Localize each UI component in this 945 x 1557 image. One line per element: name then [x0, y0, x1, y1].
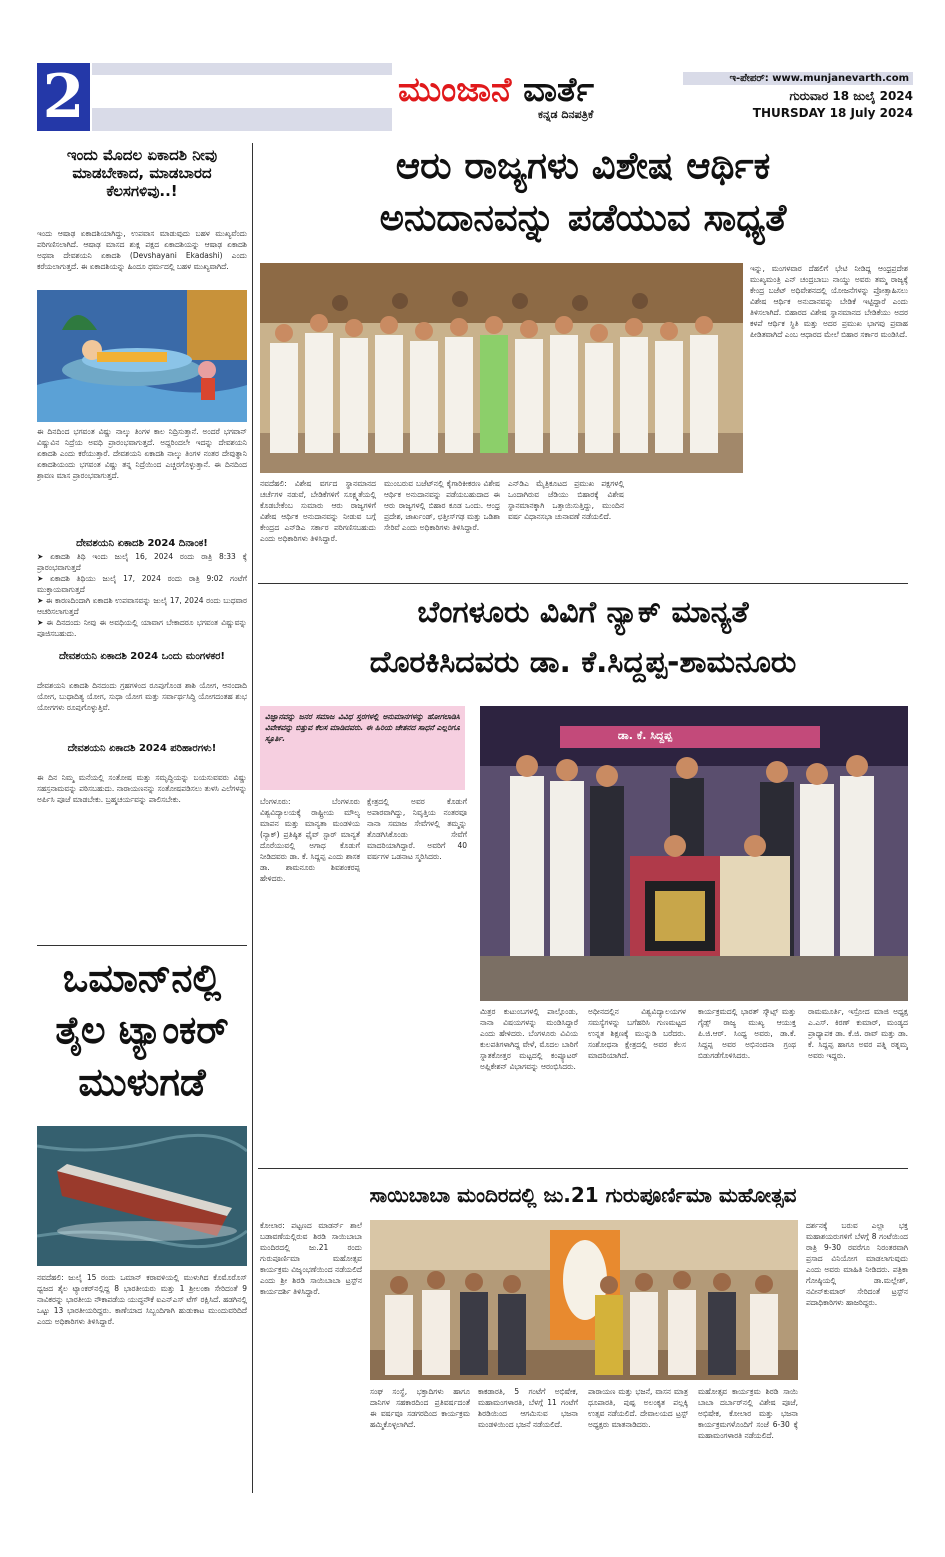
ekadashi-intro: ಇಂದು ಆಷಾಢ ಏಕಾದಶಿಯಾಗಿದ್ದು, ಉಪವಾಸ ಮಾಡುವುದು ಬಹಳ ಮುಖ್ಯವೆಂದು ಪರಿಗಣಿಸಲಾಗಿದೆ. ಆಷಾಢ ಮಾಸದ ಶುಕ್ಲ ಪಕ್ಷದ ಏಕಾದಶಿಯನ್ನು ಆಷಾಢ ಏಕಾದಶಿ ಅಥವಾ ದೇವಶಯನಿ ಏಕಾದಶಿ (Devshayani Ekadashi) ಎಂದು ಕರೆಯಲಾಗುತ್ತದೆ. ಈ ಏಕಾದಶಿಯನ್ನು ಹಿಂದೂ ಧರ್ಮದಲ್ಲಿ ಬಹಳ ಮುಖ್ಯವಾಗಿದೆ.: [37, 229, 247, 271]
lead-headline: [258, 140, 908, 244]
capsized-ship-icon: [37, 1126, 247, 1266]
group-photo-icon: [260, 263, 743, 473]
lead-col3b: [632, 478, 742, 578]
lead-col2: ಮುಂಬರುವ ಬಜೆಟ್‌ನಲ್ಲಿ ಕೈಗಾರಿಕೀಕರಣ ವಿಶೇಷ ಆರ್ಥಿಕ ಅನುದಾನವನ್ನು ಪಡೆಯಬಹುದಾದ ಈ ಆರು ರಾಜ್ಯಗಳಲ್ಲಿ ಬಿಹಾರ ಕೂಡ ಒಂದು. ಆಂಧ್ರ ಪ್ರದೇಶ, ಜಾರ್ಖಂಡ್, ಛತ್ತೀಸ್‌ಗಢ ಮತ್ತು ಒಡಿಶಾ ಸೇರಿವೆ ಎಂದು ಅಧಿಕಾರಿಗಳು ತಿಳಿಸಿದ್ದಾರೆ.: [384, 479, 500, 532]
award-ceremony-icon: [480, 706, 908, 1001]
nac-col6: ರಾಮಮೂರ್ತಿ, ಇಸ್ರೋದ ಮಾಜಿ ಅಧ್ಯಕ್ಷ ಎ.ಎಸ್. ಕಿರಣ್ ಕುಮಾರ್, ಮಂಡ್ಯದ ಪ್ರಾಧ್ಯಾಪಕ ಡಾ. ಕೆ.ಜಿ. ರಾವ್ ಮತ್ತು ಡಾ. ಕೆ. ಸಿದ್ದಪ್ಪ ಹಾಗೂ ಅವರ ಪತ್ನಿ ರತ್ನಮ್ಮ ಅವರು ಇದ್ದರು.: [808, 1007, 908, 1060]
nac-headline-line2: ದೊರಕಿಸಿದವರು ಡಾ. ಕೆ.ಸಿದ್ದಪ್ಪ-ಶಾಮನೂರು: [369, 645, 797, 680]
lead-col4: ಇನ್ನು, ಮಂಗಳವಾರ ದೆಹಲಿಗೆ ಭೇಟಿ ನೀಡಿದ್ದ ಆಂಧ್ರಪ್ರದೇಶ ಮುಖ್ಯಮಂತ್ರಿ ಎನ್ ಚಂದ್ರಬಾಬು ನಾಯ್ಡು ಅವರು ತಮ್ಮ ರಾಜ್ಯಕ್ಕೆ ಕೇಂದ್ರ ಬಜೆಟ್ ಅಧಿವೇಶನದಲ್ಲಿ ಯೋಜನೆಗಳನ್ನು ಪ್ರೋತ್ಸಾಹಿಸಲು ವಿಶೇಷ ಆರ್ಥಿಕ ಅನುದಾನವನ್ನು ಬೇಡಿಕೆ ಇಟ್ಟಿದ್ದಾರೆ ಎಂದು ತಿಳಿಸಲಾಗಿದೆ. ಬಿಹಾರದ ವಿಶೇಷ ಸ್ಥಾನಮಾನದ ಬೇಡಿಕೆಯು ಅದರ ಕಳಪೆ ಆರ್ಥಿಕ ಸ್ಥಿತಿ ಮತ್ತು ಅದರ ಪ್ರಮುಖ ಭಾಗವು ಪ್ರವಾಹ ಪೀಡಿತವಾಗಿದೆ ಎಂಬ ಆಧಾರದ ಮೇಲೆ ಬಿಹಾರ ಸರ್ಕಾರ ಮಂಡಿಸಿದೆ.: [750, 264, 908, 339]
ekadashi-bullet-list: [37, 551, 247, 639]
sai-temple-photo: [370, 1220, 798, 1380]
bullet-text: ಏಕಾದಶಿ ತಿಥಿ ಇಂದು ಜುಲೈ 16, 2024 ರಂದು ರಾತ್ರಿ 8:33 ಕ್ಕೆ ಪ್ರಾರಂಭವಾಗುತ್ತದೆ: [37, 552, 247, 572]
sai-col5: ಮಹೋತ್ಸವ ಕಾರ್ಯಕ್ರಮ ಶಿರಡಿ ಸಾಯಿ ಬಾಬಾ ದರ್ಬಾರ್‌ನಲ್ಲಿ ವಿಶೇಷ ಪೂಜೆ, ಅಭಿಷೇಕ, ಕೋಲಾರ ಮತ್ತು ಭಜನಾ ಕಾರ್ಯಕ್ರಮಗಳೊಂದಿಗೆ ಸಂಜೆ 6-30 ಕ್ಕೆ ಮಹಾಮಂಗಳಾರತಿ ನಡೆಯಲಿದೆ.: [698, 1387, 798, 1440]
lead-headline-line1: ಆರು ರಾಜ್ಯಗಳು ವಿಶೇಷ ಆರ್ಥಿಕ: [395, 144, 771, 187]
bullet-item: ➤ ಈ ಕಾರಣದಿಂದಾಗಿ ಏಕಾದಶಿ ಉಪವಾಸವನ್ನು ಜುಲೈ 17, 2024 ರಂದು ಬುಧವಾರ ಆಚರಿಸಲಾಗುತ್ತದೆ: [37, 596, 247, 616]
nac-col5: ಕಾರ್ಯಕ್ರಮದಲ್ಲಿ ಭಾರತ್ ಸ್ಕೌಟ್ಸ್ ಮತ್ತು ಗೈಡ್ಸ್ ರಾಜ್ಯ ಮುಖ್ಯ ಆಯುಕ್ತ ಪಿ.ಜಿ.ಆರ್. ಸಿಂಧ್ಯ ಅವರು, ಡಾ.ಕೆ. ಸಿದ್ದಪ್ಪ ಅವರ ಅಭಿನಂದನಾ ಗ್ರಂಥ ಬಿಡುಗಡೆಗೊಳಿಸಿದರು.: [698, 1007, 796, 1060]
date-heading: ದೇವಶಯನಿ ಏಕಾದಶಿ 2024 ದಿನಾಂಕ!: [76, 538, 208, 549]
newspaper-logo: [398, 68, 668, 112]
nac-col3: ಮಿತ್ರರ ಕುಟುಂಬಗಳಲ್ಲಿ ಪಾಲ್ಗೊಂಡು, ನಾನಾ ವಿಷಯಗಳನ್ನು ಮಂಡಿಸಿದ್ದಾರೆ ಎಂದು ಹೇಳಿದರು. ಬೆಂಗಳೂರು ವಿವಿಯ ಕುಲಪತಿಗಳಾಗಿದ್ದ ವೇಳೆ, ಮೊದಲ ಬಾರಿಗೆ ಸ್ನಾತಕೋತ್ತರ ಮಟ್ಟದಲ್ಲಿ ಕಂಪ್ಯೂಟರ್ ಅಪ್ಲಿಕೇಶನ್ ವಿಭಾಗವನ್ನು ಆರಂಭಿಸಿದರು.: [480, 1007, 578, 1071]
photo-banner: ಡಾ. ಕೆ. ಸಿದ್ದಪ್ಪ: [585, 727, 705, 745]
masthead-bar-top: [92, 63, 392, 75]
bullet-item: ➤ ಏಕಾದಶಿ ತಿಥಿಯು ಜುಲೈ 17, 2024 ರಂದು ರಾತ್ರಿ 9:02 ಗಂಟೆಗೆ ಮುಕ್ತಾಯವಾಗುತ್ತದೆ: [37, 574, 247, 594]
sai-col3: ಕಾಕಡಾರತಿ, 5 ಗಂಟೆಗೆ ಅಭಿಷೇಕ, ಮಹಾಮಂಗಳಾರತಿ, ಬೆಳಗ್ಗೆ 11 ಗಂಟೆಗೆ ಶಿರಡಿಯಿಂದ ಆಗಮಿಸುವ ಭಜನಾ ಮಂಡಳಿಯಿಂದ ಭಜನೆ ನಡೆಯಲಿದೆ.: [478, 1387, 578, 1429]
section-divider: [258, 583, 908, 584]
sai-col6: ದರ್ಶನಕ್ಕೆ ಬರುವ ಎಲ್ಲಾ ಭಕ್ತ ಮಹಾಶಯರುಗಳಿಗೆ ಬೆಳಗ್ಗೆ 8 ಗಂಟೆಯಿಂದ ರಾತ್ರಿ 9-30 ರವರೆಗೂ ನಿರಂತರವಾಗಿ ಪ್ರಸಾದ ವಿನಿಯೋಗ ಮಾಡಲಾಗುವುದು ಎಂದು ಅವರು ಮಾಹಿತಿ ನೀಡಿದರು. ಪತ್ರಿಕಾ ಗೋಷ್ಠಿಯಲ್ಲಿ ಡಾ.ಮಲ್ಲೇಶ್, ನವೀನ್‌ಕುಮಾರ್ ಸೇರಿದಂತೆ ಟ್ರಸ್ಟ್‌ನ ಪದಾಧಿಕಾರಿಗಳು ಹಾಜರಿದ್ದರು.: [806, 1221, 908, 1307]
auspicious-body: ದೇವಶಯನಿ ಏಕಾದಶಿ ದಿನದಂದು ಗ್ರಹಗಳಿಂದ ರೂಪುಗೊಂಡ ಶಾಶಿ ಯೋಗ, ಆನಂದಾದಿ ಯೋಗ, ಬುಧಾದಿತ್ಯ ಯೋಗ, ಸುಧಾ ಯೋಗ ಮತ್ತು ಸರ್ವಾರ್ಥಸಿದ್ಧಿ ಯೋಗದಂತಹ ಶುಭ ಯೋಗಗಳು ರೂಪುಗೊಳ್ಳುತ್ತಿವೆ.: [37, 681, 247, 712]
oman-body: ನವದೆಹಲಿ: ಜುಲೈ 15 ರಂದು ಒಮಾನ್ ಕರಾವಳಿಯಲ್ಲಿ ಮುಳುಗಿದ ಕೊಮೊರೊಸ್ ಧ್ವಜದ ತೈಲ ಟ್ಯಾಂಕರ್‌ನಲ್ಲಿದ್ದ 8 ಭಾರತೀಯರು ಮತ್ತು 1 ಶ್ರೀಲಂಕಾ ಸೇರಿದಂತೆ 9 ನಾವಿಕರನ್ನು ಭಾರತೀಯ ನೌಕಾಪಡೆಯ ಯುದ್ಧನೌಕೆ ಐಎನ್‌ಎಸ್ ಟೆಗ್ ರಕ್ಷಿಸಿದೆ. ಹಡಗಿನಲ್ಲಿ ಒಟ್ಟು 13 ಭಾರತೀಯರಿದ್ದರು. ಕಾಣೆಯಾದ ಸಿಬ್ಬಂದಿಗಾಗಿ ಹುಡುಕಾಟ ಮುಂದುವರಿದಿದೆ ಎಂದು ಅಧಿಕಾರಿಗಳು ತಿಳಿಸಿದ್ದಾರೆ.: [37, 1273, 247, 1326]
auspicious-heading: ದೇವಶಯನಿ ಏಕಾದಶಿ 2024 ಒಂದು ಮಂಗಳಕರ!: [58, 651, 225, 662]
lead-col3: ಎನ್‌ಡಿಎ ಮೈತ್ರಿಕೂಟದ ಪ್ರಮುಖ ಪಕ್ಷಗಳಲ್ಲಿ ಒಂದಾಗಿರುವ ಜೆಡಿಯು ಬಿಹಾರಕ್ಕೆ ವಿಶೇಷ ಸ್ಥಾನಮಾನಕ್ಕಾಗಿ ಒತ್ತಾಯಿಸುತ್ತಿದ್ದು, ಮುಂದಿನ ವರ್ಷ ವಿಧಾನಸಭಾ ಚುನಾವಣೆ ನಡೆಯಲಿದೆ.: [508, 479, 624, 521]
remedy-body: ಈ ದಿನ ನಿಮ್ಮ ಮನೆಯಲ್ಲಿ ಸಂತೋಷ ಮತ್ತು ಸಮೃದ್ಧಿಯನ್ನು ಬಯಸುವವರು ವಿಷ್ಣು ಸಹಸ್ರನಾಮವನ್ನು ಪಠಿಸಬಹುದು. ನಾರಾಯಣನನ್ನು ಸಂತೋಷಪಡಿಸಲು ತುಳಸಿ ಎಲೆಗಳನ್ನು ಅರ್ಪಿಸಿ ಪೂಜೆ ಮಾಡಬೇಕು. ಬ್ರಹ್ಮಚರ್ಯವನ್ನು ಪಾಲಿಸಬೇಕು.: [37, 773, 247, 804]
nac-col4: ಅಧೀನದಲ್ಲಿನ ವಿಶ್ವವಿದ್ಯಾಲಯಗಳ ಸಮಸ್ಯೆಗಳನ್ನು ಬಗೆಹರಿಸಿ ಗುಣಮಟ್ಟದ ಉನ್ನತ ಶಿಕ್ಷಣಕ್ಕೆ ಮುನ್ನುಡಿ ಬರೆದರು. ಸಂಶೋಧನಾ ಕ್ಷೇತ್ರದಲ್ಲಿ ಅವರ ಕೆಲಸ ಮಾದರಿಯಾಗಿದೆ.: [588, 1007, 686, 1060]
ekadashi-headline: ಇಂದು ಮೊದಲ ಏಕಾದಶಿ ನೀವು ಮಾಡಬೇಕಾದ, ಮಾಡಬಾರದ ಕೆಲಸಗಳಿವು..!: [66, 146, 218, 200]
section-divider: [37, 945, 247, 946]
vishnu-icon: [37, 290, 247, 422]
vishnu-illustration: [37, 290, 247, 422]
ekadashi-body: ಈ ದಿನದಿಂದ ಭಗವಂತ ವಿಷ್ಣು ನಾಲ್ಕು ತಿಂಗಳ ಕಾಲ ನಿದ್ರಿಸುತ್ತಾನೆ. ಅಂದರೆ ಭಗವಾನ್ ವಿಷ್ಣುವಿನ ನಿದ್ರೆಯ ಅವಧಿ ಪ್ರಾರಂಭವಾಗುತ್ತದೆ. ಅದ್ದರಿಂದಲೇ ಇದನ್ನು ದೇವಶಯನಿ ಏಕಾದಶಿ ಎಂದು ಕರೆಯುತ್ತಾರೆ. ದೇವಶಯನಿ ಏಕಾದಶಿ ನಾಲ್ಕು ತಿಂಗಳ ನಂತರ ದೇವುತ್ಥಾನಿ ಏಕಾದಶಿಯಂದು ಭಗವಂತ ವಿಷ್ಣು ತನ್ನ ನಿದ್ರೆಯಿಂದ ಎಚ್ಚರಗೊಳ್ಳುತ್ತಾನೆ. ಈ ದಿನದಿಂದ ಶ್ರಾವಣ ಮಾಸ ಪ್ರಾರಂಭವಾಗುತ್ತದೆ.: [37, 427, 247, 480]
sai-headline: ಸಾಯಿಬಾಬಾ ಮಂದಿರದಲ್ಲಿ ಜು.21 ಗುರುಪೂರ್ಣಿಮಾ ಮಹೋತ್ಸವ: [369, 1183, 797, 1207]
logo-red-word: ಮುಂಜಾನೆ: [398, 70, 512, 110]
bullet-item: ➤ ಈ ದಿನದಂದು ನೀವು ಈ ಅವಧಿಯಲ್ಲಿ ಯಾವಾಗ ಬೇಕಾದರೂ ಭಗವಂತ ವಿಷ್ಣುವನ್ನು ಪೂಜಿಸಬಹುದು.: [37, 618, 247, 638]
sai-col4: ಪಾರಾಯಣ ಮತ್ತು ಭಜನೆ, ವಾಸನ ಮಾತ್ರ ಧೂಪಾರತಿ, ಪುಷ್ಪ ಅಲಂಕೃತ ಪಲ್ಲಕ್ಕಿ ಉತ್ಸವ ನಡೆಯಲಿದೆ. ದೇವಾಲಯದ ಟ್ರಸ್ಟ್ ಅಧ್ಯಕ್ಷರು ಮಾತನಾಡಿದರು.: [588, 1387, 688, 1429]
felicitation-photo: [480, 706, 908, 1001]
nac-pullquote: ವಿಜ್ಞಾನವನ್ನು ಜನರ ಸಮಾಜ ವಿವಿಧ ಸ್ತರಗಳಲ್ಲಿ ಅನುಮಾನಗಳನ್ನು ಹೋಗಲಾಡಿಸಿ ವಿವೇಕವನ್ನು ಬಿತ್ತುವ ಕೆಲಸ ಮಾಡಿದವರು. ಈ ಹಿರಿಯ ಚೇತನದ ಸಾಧನೆ ಎಲ್ಲರಿಗೂ ಸ್ಫೂರ್ತಿ.: [265, 712, 460, 743]
oman-headline: ಒಮಾನ್‌ನಲ್ಲಿ ತೈಲ ಟ್ಯಾಂಕರ್ ಮುಳುಗಡೆ: [55, 956, 229, 1104]
bullet-text: ಏಕಾದಶಿ ತಿಥಿಯು ಜುಲೈ 17, 2024 ರಂದು ರಾತ್ರಿ 9:02 ಗಂಟೆಗೆ ಮುಕ್ತಾಯವಾಗುತ್ತದೆ: [37, 574, 247, 594]
bullet-item: ➤ ಏಕಾದಶಿ ತಿಥಿ ಇಂದು ಜುಲೈ 16, 2024 ರಂದು ರಾತ್ರಿ 8:33 ಕ್ಕೆ ಪ್ರಾರಂಭವಾಗುತ್ತದೆ: [37, 552, 247, 572]
temple-group-icon: [370, 1220, 798, 1380]
page-number: 2: [37, 63, 90, 131]
sai-col1: ಕೋಲಾರ: ಪಟ್ಟಣದ ಮಾಡರ್ನ್ ಶಾಲೆ ಬಡಾವಣೆಯಲ್ಲಿರುವ ಶಿರಡಿ ಸಾಯಿಬಾಬಾ ಮಂದಿರದಲ್ಲಿ ಜು.21 ರಂದು ಗುರುಪೂರ್ಣಿಮಾ ಮಹೋತ್ಸವ ಕಾರ್ಯಕ್ರಮ ವಿಜೃಂಭಣೆಯಿಂದ ನಡೆಯಲಿದೆ ಎಂದು ಶ್ರೀ ಶಿರಡಿ ಸಾಯಿಬಾಬಾ ಟ್ರಸ್ಟ್‌ನ ಕಾರ್ಯದರ್ಶಿ ತಿಳಿಸಿದ್ದಾರೆ.: [260, 1221, 362, 1296]
nac-col2: ಕ್ಷೇತ್ರದಲ್ಲಿ ಅವರ ಕೊಡುಗೆ ಅಪಾರವಾಗಿದ್ದು, ನಿವೃತ್ತಿಯ ನಂತರವೂ ನಾನಾ ಸಮಾಜ ಸೇವೆಗಳಲ್ಲಿ ತಮ್ಮನ್ನು ತೊಡಗಿಸಿಕೊಂಡು ಸೇವೆಗೆ ಮಾದರಿಯಾಗಿದ್ದಾರೆ. ಅವರಿಗೆ 40 ವರ್ಷಗಳ ಒಡನಾಟ ಸ್ಮರಿಸಿದರು.: [367, 797, 467, 861]
nac-headline-line1: ಬೆಂಗಳೂರು ವಿವಿಗೆ ನ್ಯಾಕ್ ಮಾನ್ಯತೆ: [417, 595, 749, 630]
logo-black-word: ವಾರ್ತೆ: [523, 70, 594, 110]
nda-leaders-photo: [260, 263, 743, 473]
nac-col1: ಬೆಂಗಳೂರು: ಬೆಂಗಳೂರು ವಿಶ್ವವಿದ್ಯಾಲಯಕ್ಕೆ ರಾಷ್ಟ್ರೀಯ ಮೌಲ್ಯ ಮಾಪನ ಮತ್ತು ಮಾನ್ಯತಾ ಮಂಡಳಿಯ (ನ್ಯಾಕ್) ಪ್ರತಿಷ್ಠಿತ ಫೈವ್ ಸ್ಟಾರ್ ಮಾನ್ಯತೆ ದೊರೆಯುವಲ್ಲಿ ಅಗಾಧ ಕೊಡುಗೆ ನೀಡಿದವರು ಡಾ. ಕೆ. ಸಿದ್ದಪ್ಪ ಎಂದು ಶಾಸಕ ಡಾ. ಶಾಮನೂರು ಶಿವಶಂಕರಪ್ಪ ಹೇಳಿದರು.: [260, 797, 360, 883]
nac-pullquote-box: [260, 706, 465, 790]
date-english: THURSDAY 18 July 2024: [752, 106, 913, 120]
sai-col2: ಸಂಘ ಸಂಸ್ಥೆ, ಭಕ್ತಾದಿಗಳು ಹಾಗೂ ದಾನಿಗಳ ಸಹಕಾರದಿಂದ ಪ್ರತಿವರ್ಷದಂತೆ ಈ ವರ್ಷವೂ ಸಡಗರದಿಂದ ಕಾರ್ಯಕ್ರಮ ಹಮ್ಮಿಕೊಳ್ಳಲಾಗಿದೆ.: [370, 1387, 470, 1429]
lead-col1: ನವದೆಹಲಿ: ವಿಶೇಷ ವರ್ಗದ ಸ್ಥಾನಮಾನದ ಚರ್ಚೆಗಳ ನಡುವೆ, ಬೇಡಿಕೆಗಳಿಗೆ ಸೂಕ್ಷ್ಮತೆಯಲ್ಲಿ ಕೊಡಬೇಕೆಂಬ ಸುಮಾರು ಆರು ರಾಜ್ಯಗಳಿಗೆ ವಿಶೇಷ ಆರ್ಥಿಕ ಅನುದಾನವನ್ನು ನೀಡುವ ಬಗ್ಗೆ ಕೇಂದ್ರದ ಎನ್‌ಡಿಎ ಸರ್ಕಾರ ಪರಿಗಣಿಸಬಹುದು ಎಂದು ಅಧಿಕಾರಿಗಳು ತಿಳಿಸಿದ್ದಾರೆ.: [260, 479, 376, 543]
column-divider: [252, 143, 253, 1493]
remedy-heading: ದೇವಶಯನಿ ಏಕಾದಶಿ 2024 ಪರಿಹಾರಗಳು!: [67, 743, 217, 754]
masthead-bar-bottom: [92, 108, 392, 131]
tanker-photo: [37, 1126, 247, 1266]
epaper-link[interactable]: ಇ-ಪೇಪರ್: www.munjanevarth.com: [683, 72, 913, 85]
bullet-text: ಈ ದಿನದಂದು ನೀವು ಈ ಅವಧಿಯಲ್ಲಿ ಯಾವಾಗ ಬೇಕಾದರೂ ಭಗವಂತ ವಿಷ್ಣುವನ್ನು ಪೂಜಿಸಬಹುದು.: [37, 618, 247, 638]
bullet-text: ಈ ಕಾರಣದಿಂದಾಗಿ ಏಕಾದಶಿ ಉಪವಾಸವನ್ನು ಜುಲೈ 17, 2024 ರಂದು ಬುಧವಾರ ಆಚರಿಸಲಾಗುತ್ತದೆ: [37, 596, 247, 616]
date-kannada: ಗುರುವಾರ 18 ಜುಲೈ 2024: [789, 89, 913, 103]
section-divider: [258, 1168, 908, 1169]
nac-headline: [258, 588, 908, 688]
lead-headline-line2: ಅನುದಾನವನ್ನು ಪಡೆಯುವ ಸಾಧ್ಯತೆ: [379, 196, 787, 239]
tagline: ಕನ್ನಡ ದಿನಪತ್ರಿಕೆ: [538, 108, 594, 121]
